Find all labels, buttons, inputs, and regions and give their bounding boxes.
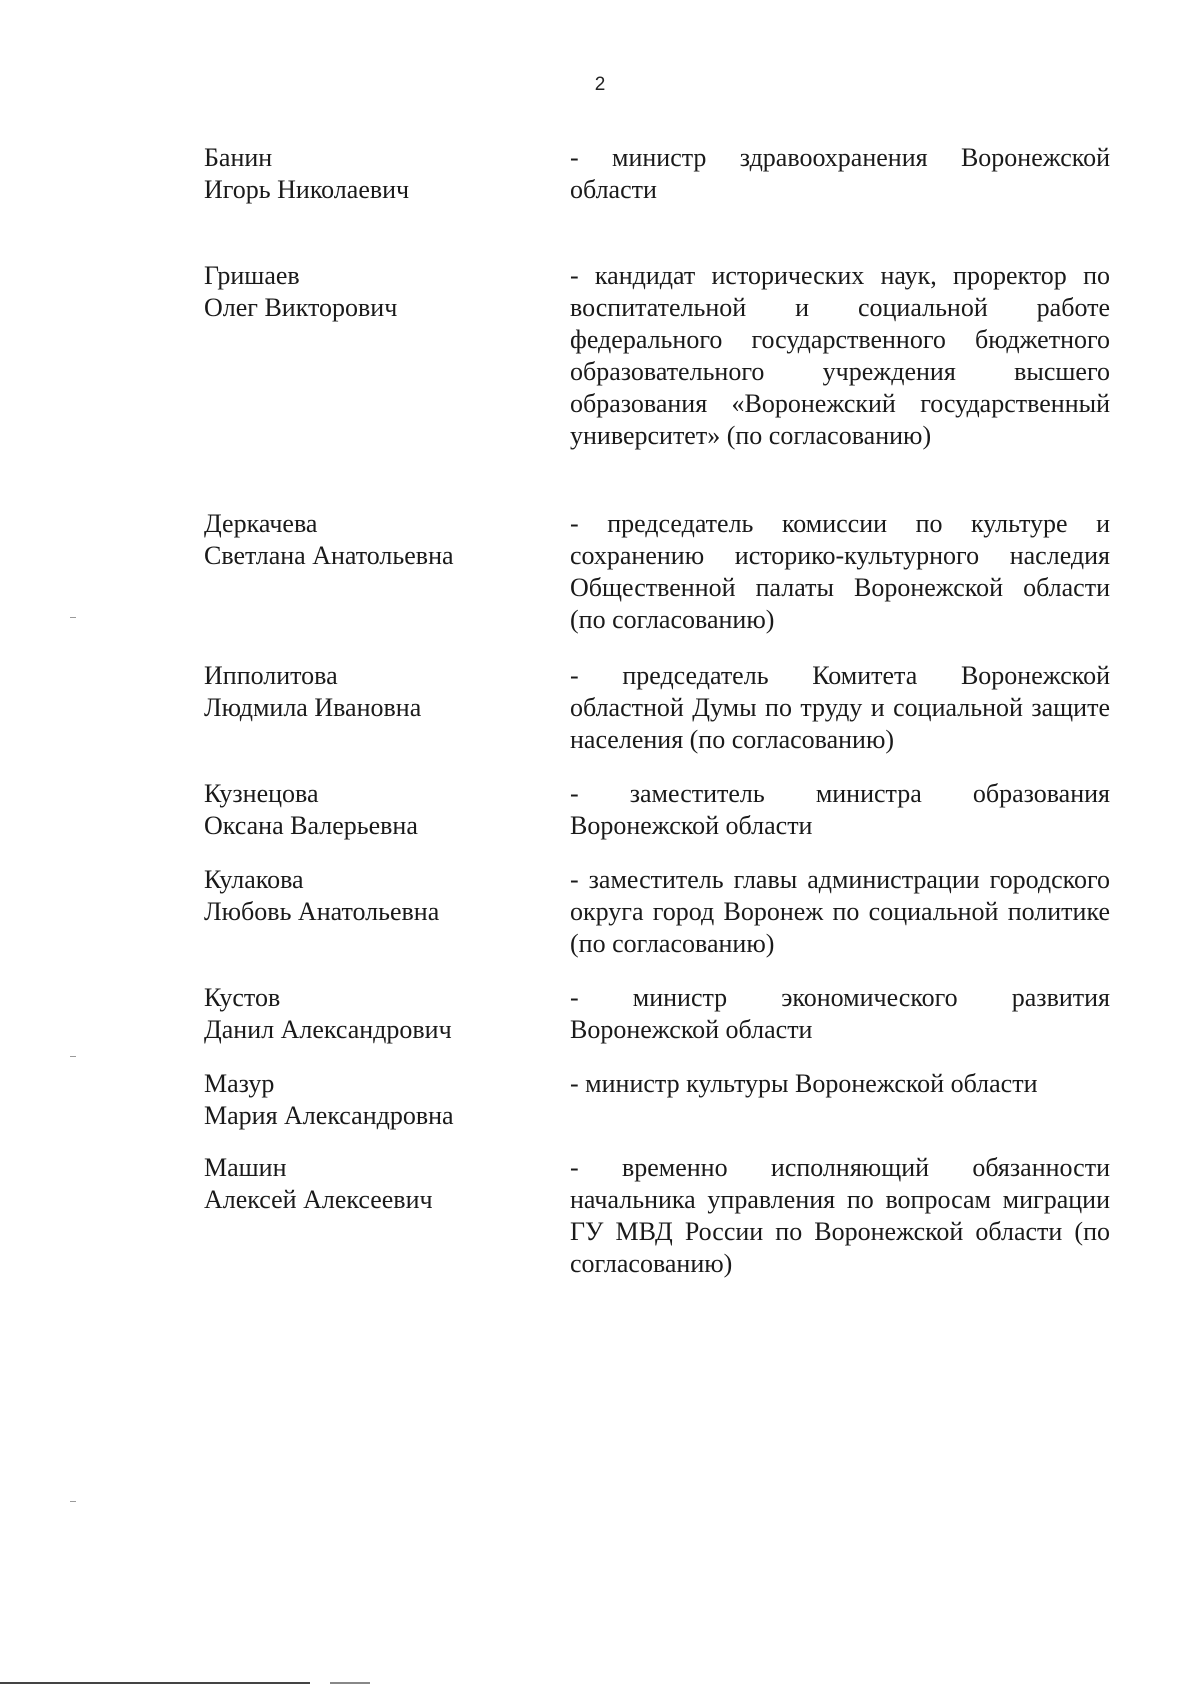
member-name [204,1152,544,1216]
member-surname: Кустов [204,983,281,1012]
scan-edge-line [0,1682,310,1684]
member-given-names: Мария Александровна [204,1101,454,1130]
member-name [204,142,544,206]
member-role: - заместитель министра образования Воронежской области [570,779,1110,840]
member-role: - заместитель главы администрации городского округа город Воронеж по социальной политике (по согласованию) [570,865,1110,958]
member-surname: Кулакова [204,865,304,894]
member-surname: Ипполитова [204,661,338,690]
member-role: - председатель Комитета Воронежской областной Думы по труду и социальной защите населения (по согласованию) [570,661,1110,754]
member-name [204,982,544,1046]
scan-mark [70,1501,76,1502]
member-role: - председатель комиссии по культуре и сохранению историко-культурного наследия Общественной палаты Воронежской области (по согласованию) [570,509,1110,634]
member-name [204,508,544,572]
member-role: - кандидат исторических наук, проректор по воспитательной и социальной работе федерального государственного бюджетного образовательного учреждения высшего образования «Воронежский государственный университет» (по согласованию) [570,261,1110,450]
member-given-names: Данил Александрович [204,1015,452,1044]
member-role: - министр экономического развития Воронежской области [570,983,1110,1044]
member-role: - министр культуры Воронежской области [570,1069,1038,1098]
page-number: 2 [594,74,606,95]
member-surname: Мазур [204,1069,275,1098]
member-name [204,1068,544,1132]
member-surname: Банин [204,143,273,172]
member-role: - министр здравоохранения Воронежской области [570,143,1110,204]
scan-mark [70,617,76,618]
member-surname: Кузнецова [204,779,319,808]
member-role: - временно исполняющий обязанности начальника управления по вопросам миграции ГУ МВД России по Воронежской области (по согласованию) [570,1153,1110,1278]
member-surname: Машин [204,1153,287,1182]
scan-mark [70,1056,76,1057]
member-surname: Деркачева [204,509,318,538]
member-name [204,260,544,324]
scan-edge-line [330,1682,370,1684]
member-given-names: Олег Викторович [204,293,398,322]
member-given-names: Светлана Анатольевна [204,541,454,570]
member-given-names: Любовь Анатольевна [204,897,440,926]
member-name [204,864,544,928]
member-given-names: Людмила Ивановна [204,693,422,722]
member-name [204,778,544,842]
member-name [204,660,544,724]
member-given-names: Алексей Алексеевич [204,1185,433,1214]
member-surname: Гришаев [204,261,300,290]
member-given-names: Оксана Валерьевна [204,811,418,840]
member-given-names: Игорь Николаевич [204,175,410,204]
